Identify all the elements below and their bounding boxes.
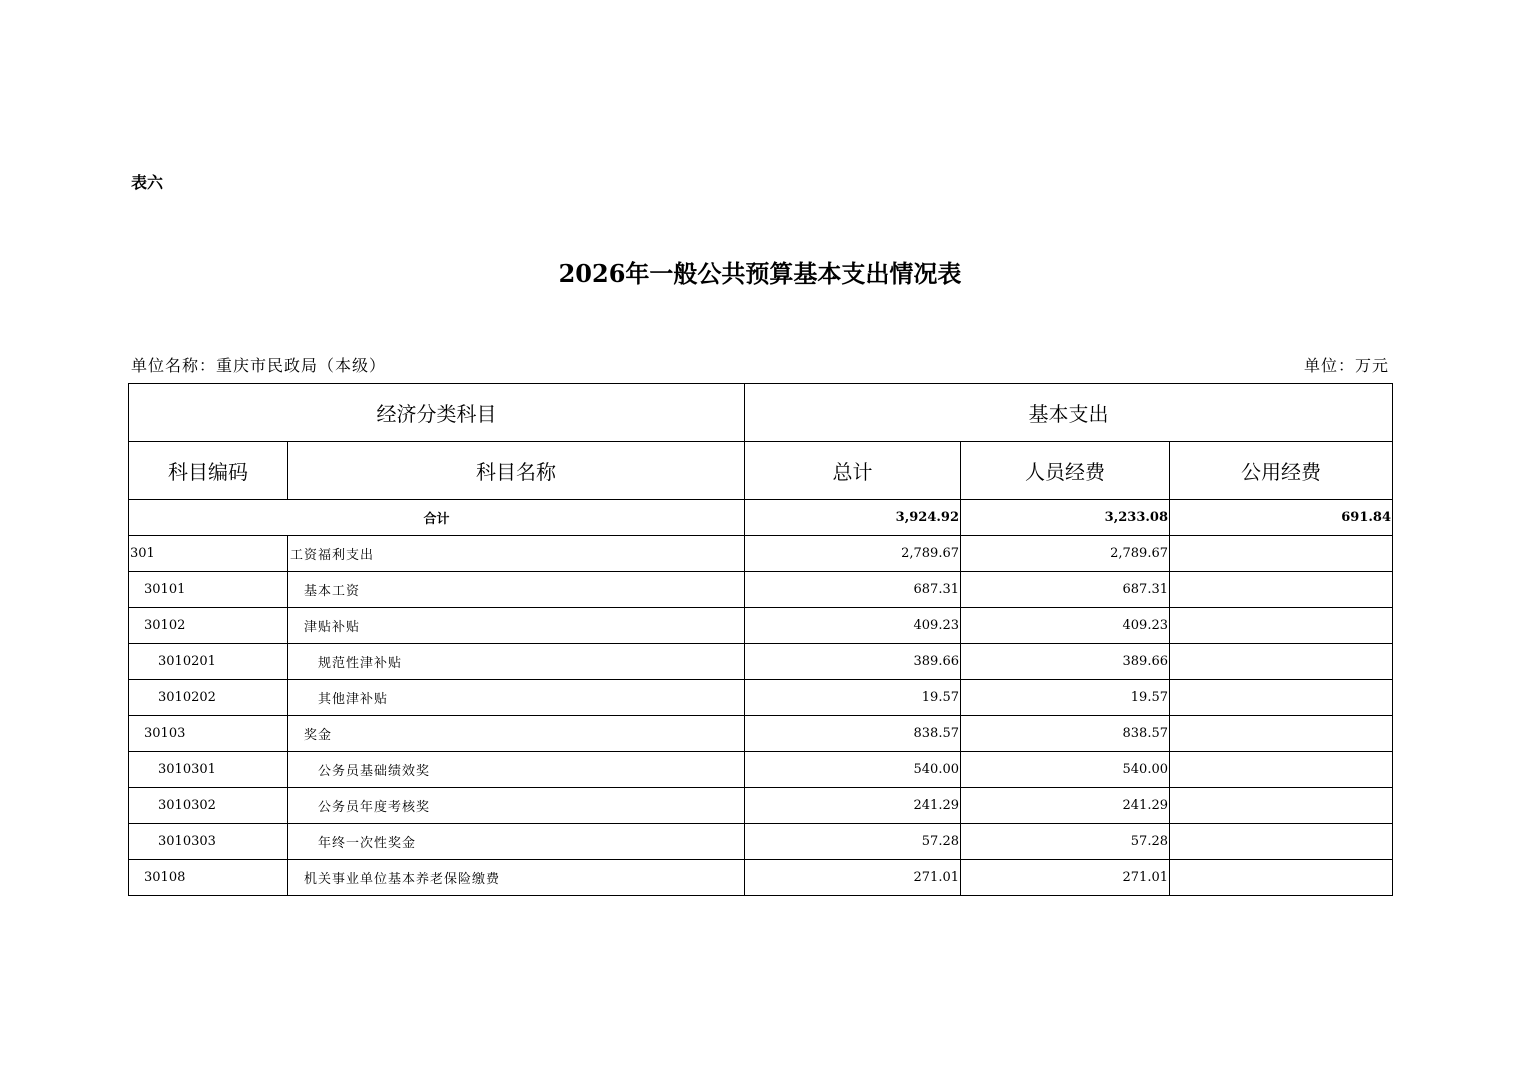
table-row	[129, 860, 1393, 896]
row-name: 年终一次性奖金	[288, 824, 745, 860]
unit-name-label: 单位名称：重庆市民政局（本级）	[131, 356, 387, 375]
row-public	[1170, 752, 1393, 788]
unit-label: 单位：万元	[1303, 356, 1389, 375]
row-personnel: 409.23	[961, 608, 1170, 644]
row-personnel: 838.57	[961, 716, 1170, 752]
row-public	[1170, 572, 1393, 608]
row-code: 3010302	[129, 788, 288, 824]
total-personnel: 3,233.08	[961, 500, 1170, 536]
row-code: 301	[129, 536, 288, 572]
header-name: 科目名称	[288, 442, 745, 500]
row-public	[1170, 824, 1393, 860]
row-personnel: 540.00	[961, 752, 1170, 788]
row-total: 2,789.67	[745, 536, 961, 572]
table-row	[129, 680, 1393, 716]
row-public	[1170, 536, 1393, 572]
row-total: 57.28	[745, 824, 961, 860]
row-name: 规范性津补贴	[288, 644, 745, 680]
header-group-row	[129, 384, 1393, 442]
row-name: 基本工资	[288, 572, 745, 608]
row-total: 271.01	[745, 860, 961, 896]
row-public	[1170, 608, 1393, 644]
header-code: 科目编码	[129, 442, 288, 500]
row-total: 687.31	[745, 572, 961, 608]
table-row	[129, 752, 1393, 788]
row-name: 工资福利支出	[288, 536, 745, 572]
row-name: 其他津补贴	[288, 680, 745, 716]
row-public	[1170, 860, 1393, 896]
table-row	[129, 572, 1393, 608]
table-number-label: 表六	[131, 173, 164, 192]
budget-table	[128, 383, 1393, 896]
total-label: 合计	[129, 500, 745, 536]
row-total: 19.57	[745, 680, 961, 716]
row-public	[1170, 716, 1393, 752]
table-row	[129, 644, 1393, 680]
row-personnel: 687.31	[961, 572, 1170, 608]
row-personnel: 389.66	[961, 644, 1170, 680]
header-personnel: 人员经费	[961, 442, 1170, 500]
row-public	[1170, 788, 1393, 824]
row-personnel: 19.57	[961, 680, 1170, 716]
header-total: 总计	[745, 442, 961, 500]
row-total: 540.00	[745, 752, 961, 788]
row-code: 3010201	[129, 644, 288, 680]
row-total: 389.66	[745, 644, 961, 680]
row-total: 838.57	[745, 716, 961, 752]
row-name: 机关事业单位基本养老保险缴费	[288, 860, 745, 896]
row-code: 3010202	[129, 680, 288, 716]
row-personnel: 241.29	[961, 788, 1170, 824]
row-public	[1170, 644, 1393, 680]
header-column-row	[129, 442, 1393, 500]
row-code: 3010303	[129, 824, 288, 860]
row-public	[1170, 680, 1393, 716]
row-code: 30108	[129, 860, 288, 896]
total-total: 3,924.92	[745, 500, 961, 536]
row-total: 409.23	[745, 608, 961, 644]
table-row	[129, 716, 1393, 752]
row-code: 30101	[129, 572, 288, 608]
row-code: 3010301	[129, 752, 288, 788]
row-name: 公务员年度考核奖	[288, 788, 745, 824]
row-total: 241.29	[745, 788, 961, 824]
table-row	[129, 536, 1393, 572]
row-code: 30102	[129, 608, 288, 644]
header-economic-category: 经济分类科目	[129, 384, 745, 442]
total-row	[129, 500, 1393, 536]
table-row	[129, 788, 1393, 824]
header-basic-expenditure: 基本支出	[745, 384, 1393, 442]
total-public: 691.84	[1170, 500, 1393, 536]
table-row	[129, 824, 1393, 860]
table-row	[129, 608, 1393, 644]
header-public: 公用经费	[1170, 442, 1393, 500]
row-personnel: 2,789.67	[961, 536, 1170, 572]
page-title: 2026年一般公共预算基本支出情况表	[558, 259, 962, 288]
row-personnel: 57.28	[961, 824, 1170, 860]
row-name: 公务员基础绩效奖	[288, 752, 745, 788]
row-name: 奖金	[288, 716, 745, 752]
row-personnel: 271.01	[961, 860, 1170, 896]
row-name: 津贴补贴	[288, 608, 745, 644]
row-code: 30103	[129, 716, 288, 752]
